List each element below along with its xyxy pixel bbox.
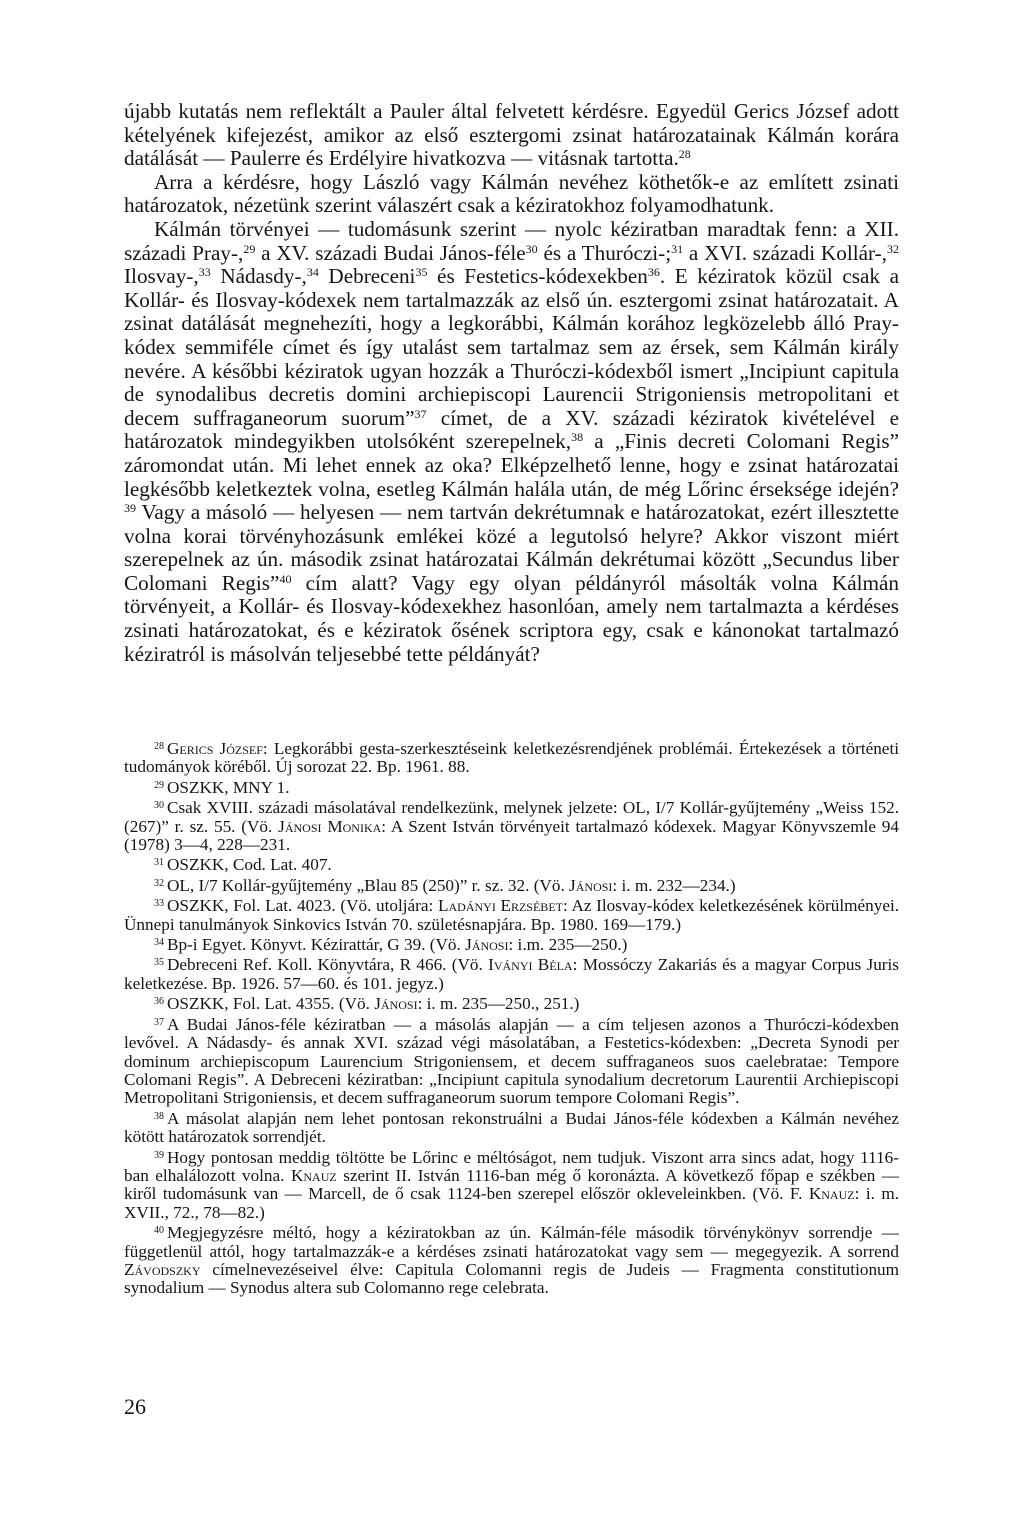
footnote-number: 29 [154,779,164,791]
footnote-number: 35 [154,957,164,969]
footnote-text: A Budai János-féle kéziratban — a másolás alapján — a cím teljesen azonos a Thuróczi-kódexben levővel. A Nádasdy- és annak XVI. század végi másolatában, a Festetics-kódexben: „Decreta Synodi per dominum archiepiscopum Laurencium Strigoniensem, et decem suffraganeos suos caelebratae: Tempore Colomani Regis”. A Debreceni kéziratban: „Incipiunt capitula synodalium decretorum Laurentii Archiepiscopi Metropolitani Strigoniensis, et decem suffraganeorum suorum tempore Colomani Regis”. [124,1014,899,1108]
footnote-ref[interactable]: 33 [198,265,211,280]
footnote-35 [124,954,899,993]
footnote-number: 31 [154,857,164,869]
footnote-ref[interactable]: 39 [124,501,136,516]
footnote-34 [124,934,899,954]
text-run: a XV. századi Budai János-féle [255,240,526,265]
footnote-text: Bp-i Egyet. Könyvt. Kézirattár, G 39. (Vö. [167,935,466,955]
text-run: Kálmán törvényei — tudomásunk szerint — nyolc kéziratban maradtak fenn: a XII. századi Pray-, [124,216,899,265]
footnote-32 [124,875,899,895]
footnotes [124,738,899,1298]
footnote-number: 37 [154,1016,164,1028]
text-run: Nádasdy-, [210,264,307,289]
footnote-ref[interactable]: 32 [886,241,899,256]
footnote-37 [124,1014,899,1108]
footnote-number: 39 [154,1149,164,1161]
text-run: Vagy a másoló — helyesen — nem tartván dekrétumnak e határozatokat, ezért illesztette volna korai törvényhozásunk emlékei közé a legutolsó helyre? Akkor viszont miért szerepelnek az ún. második zsinat határozatai Kálmán dekrétumai között „Secundus liber Colomani Regis” [124,500,899,595]
text-run: címet, de a XV. századi kéziratok kivételével e határozatok mindegyikben utolsóként szerepelnek, [124,405,900,454]
footnote-39 [124,1147,899,1223]
author-name: Jánosi [569,875,613,895]
footnote-number: 28 [154,741,164,752]
footnote-text: : i. m. XVII., 72., 78—82.) [124,1184,899,1222]
footnote-number: 33 [154,898,164,910]
footnote-36 [124,993,899,1013]
footnote-number: 36 [154,996,164,1008]
footnote-number: 32 [154,877,164,889]
footnote-ref[interactable]: 31 [671,241,684,256]
body-text [124,100,899,666]
footnote-ref[interactable]: 30 [525,241,538,256]
footnote-text: Csak XVIII. századi másolatával rendelkezünk, melynek jelzete: OL, I/7 Kollár-gyűjtemény „Weiss 152. (267)” r. sz. 55. (Vö. [124,798,899,836]
text-run: és Festetics-kódexekben [427,264,648,289]
author-name: Ladányi Erzsébet [437,896,563,916]
paragraph [124,171,899,218]
author-name: Knauz [808,1184,855,1204]
footnote-text: címelnevezéseivel élve: Capitula Colomanni regis de Judeis — Fragmenta constitutionum synodalium — Synodus altera sub Colomanno rege celebrata. [124,1259,899,1298]
footnote-ref[interactable]: 40 [279,571,292,586]
author-name: Knauz [290,1165,337,1185]
footnote-text: OSZKK, Fol. Lat. 4023. (Vö. utoljára: [167,896,438,916]
footnote-text: : i. m. 232—234.) [612,875,736,895]
footnote-30 [124,797,899,854]
text-run: Debreceni [318,264,416,289]
footnote-text: OL, I/7 Kollár-gyűjtemény „Blau 85 (250)” r. sz. 32. (Vö. [167,875,570,895]
text-run: cím alatt? Vagy egy olyan példányról másolták volna Kálmán törvényeit, a Kollár- és Ilosvay-kódexekhez hasonlóan, amely nem tartalmazta a kérdéses zsinati határozatokat, és e kéziratok ősének scriptora egy, csak e kánonokat tartalmazó kéziratról is másolván teljesebbé tette példányát? [124,570,899,666]
footnote-text: A másolat alapján nem lehet pontosan rekonstruálni a Budai János-féle kódexben a Kálmán nevéhez kötött határozatok sorrendjét. [124,1108,899,1147]
footnote-ref[interactable]: 37 [414,406,427,421]
text-run: Ilosvay-, [124,264,199,289]
author-name: Iványi Béla [488,955,573,975]
text-run: és a Thuróczi-; [537,240,672,265]
footnote-31 [124,854,899,874]
footnote-ref[interactable]: 35 [415,265,428,280]
footnote-text: : Legkorábbi gesta-szerkesztéseink keletkezésrendjének problémái. Értekezések a történeti tudományok köréből. Új sorozat 22. Bp. 1961. 88. [124,739,899,777]
text-run: a „Finis decreti Colomani Regis” záromondat után. Mi lehet ennek az oka? Elképzelhető lenne, hogy e zsinat határozatai legkésőbb keletkeztek volna, esetleg Kálmán halála után, de még Lőrinc érseksége idején? [124,429,899,501]
text-run: Arra a kérdésre, hogy László vagy Kálmán nevéhez köthetők-e az említett zsinati határozatok, nézetünk szerint válaszért csak a kéziratokhoz folyamodhatunk. [124,169,899,218]
footnote-text: Debreceni Ref. Koll. Könyvtára, R 466. (Vö. [167,955,489,975]
footnote-ref[interactable]: 28 [678,147,691,162]
footnote-text: : Az Ilosvay-kódex keletkezésének körülményei. Ünnepi tanulmányok Sinkovics István 70. születésnapjára. Bp. 1980. 169—179.) [124,896,900,934]
footnote-28 [124,738,899,777]
page-number: 26 [124,1394,146,1419]
author-name: Závodszky [124,1259,201,1279]
footnote-number: 30 [154,800,164,812]
footnote-text: Megjegyzésre méltó, hogy a kéziratokban az ún. Kálmán-féle második törvénykönyv sorrendje — függetlenül attól, hogy tartalmazzák-e a kérdéses zsinati határozatokat vagy sem — megegyezik. A sorrend [124,1223,899,1261]
author-name: Jánosi [374,994,418,1014]
footnote-38 [124,1108,899,1147]
footnote-ref[interactable]: 29 [243,241,256,256]
author-name: Gerics József [167,739,263,758]
footnote-text: OSZKK, Cod. Lat. 407. [167,855,332,875]
footnote-text: : i. m. 235—250., 251.) [417,994,580,1014]
text-run: a XVI. századi Kollár-, [683,240,887,265]
footnote-29 [124,777,899,797]
footnote-text: : Mossóczy Zakariás és a magyar Corpus Juris keletkezése. Bp. 1926. 57—60. és 101. jegyz.) [124,955,899,993]
footnote-ref[interactable]: 34 [306,265,319,280]
footnote-text: OSZKK, Fol. Lat. 4355. (Vö. [167,994,375,1014]
footnote-text: : A Szent István törvényeit tartalmazó kódexek. Magyar Könyvszemle 94 (1978) 3—4, 228—231. [124,816,899,855]
footnote-ref[interactable]: 36 [647,265,660,280]
footnote-40 [124,1222,899,1298]
footnote-ref[interactable]: 38 [571,430,584,445]
footnote-33 [124,895,899,934]
footnote-text: : i.m. 235—250.) [508,935,628,955]
text-run: újabb kutatás nem reflektált a Pauler által felvetett kérdésre. Egyedül Gerics József adott kételyének kifejezést, amikor az első esztergomi zsinat határozatainak Kálmán korára datálását — Paulerre és Erdélyire hivatkozva — vitásnak tartotta. [124,99,899,171]
footnote-number: 34 [154,937,164,949]
footnote-text: OSZKK, MNY 1. [167,777,290,797]
footnote-text: Hogy pontosan meddig töltötte be Lőrinc e méltóságot, nem tudjuk. Viszont arra sincs adat, hogy 1116-ban elhalálozott volna. [124,1147,899,1185]
author-name: Jánosi Monika [278,816,382,836]
footnote-number: 38 [154,1110,164,1122]
text-run: . E kéziratok közül csak a Kollár- és Ilosvay-kódexek nem tartalmazzák az első ún. esztergomi zsinat határozatait. A zsinat datálását megnehezíti, hogy a legkorábbi, Kálmán korához legközelebb álló Pray-kódex semmiféle címet és így utalást sem tartalmaz sem az érsek, sem Kálmán király nevére. A későbbi kéziratok ugyan hozzák a Thuróczi-kódexből ismert „Incipiunt capitula de synodalibus decretis domini archiepiscopi Laurencii Strigoniensis metropolitani et decem suffraganeorum suorum” [124,264,899,430]
footnote-text: szerint II. István 1116-ban még ő koronázta. A következő főpap e székben — kiről tudomásunk van — Marcell, de ő csak 1124-ben szerepel először okleveleinkben. (Vö. F. [124,1165,899,1204]
author-name: Jánosi [465,935,509,955]
paragraph [124,100,899,171]
paragraph [124,218,899,666]
footnote-number: 40 [154,1225,164,1237]
